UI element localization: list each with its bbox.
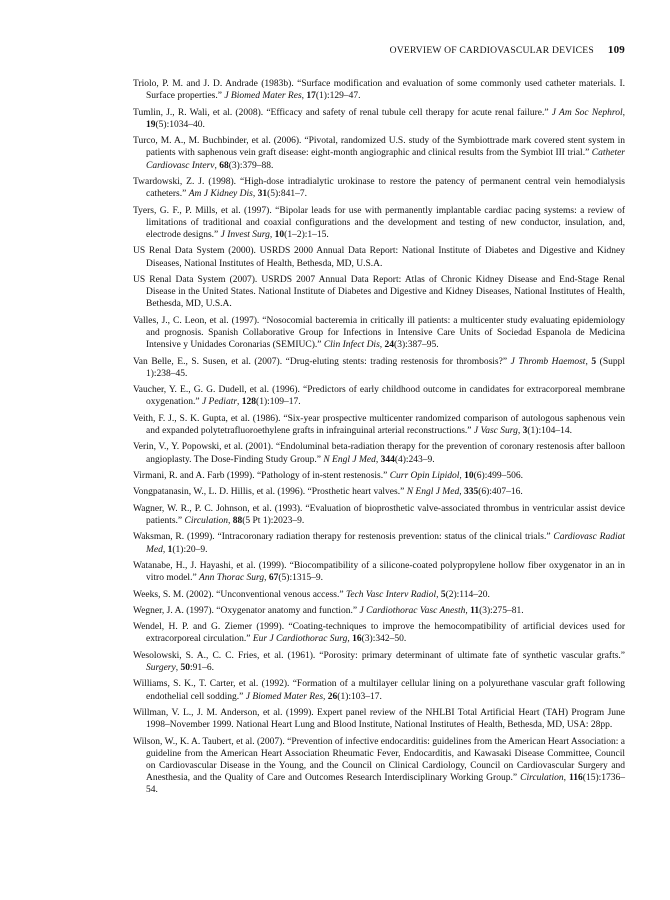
journal-title: J Cardiothorac Vasc Anesth (359, 605, 466, 616)
reference-text: Watanabe, H., J. Hayashi, et al. (1999). “Biocompatibility of a silicone-coated polypropylene hollow fiber oxygenator in an in vitro model.” (133, 560, 625, 584)
reference-separator: , (162, 544, 168, 555)
reference-entry (133, 531, 625, 555)
reference-pages: (1):104–14. (527, 425, 572, 436)
reference-separator: , (379, 340, 385, 351)
journal-volume: 1 (167, 544, 173, 555)
reference-text: Veith, F. J., S. K. Gupta, et al. (1986). “Six-year prospective multicenter randomized comparison of autologous saphenous vein and expanded polytetrafluoroethylene grafts in infrainguinal arterial reconstructions.” (133, 413, 625, 436)
reference-text: Verin, V., Y. Popowski, et al. (2001). “Endoluminal beta-radiation therapy for the prevention of coronary restenosis after balloon angioplasty. The Dose-Finding Study Group.” (133, 442, 625, 465)
journal-volume: 10 (274, 229, 285, 240)
reference-pages: (4):243–9. (394, 454, 435, 465)
reference-pages: (1–2):1–15. (284, 229, 329, 240)
reference-text: Triolo, P. M. and J. D. Andrade (1983b). “Surface modification and evaluation of some commonly used catheter materials. I. Surface properties.” (133, 79, 625, 102)
reference-pages: (6):407–16. (478, 487, 523, 498)
reference-pages: (3):387–95. (394, 340, 439, 351)
reference-pages: (5 Pt 1):2023–9. (242, 515, 305, 526)
reference-pages: (5):1315–9. (278, 573, 323, 584)
journal-volume: 26 (327, 691, 338, 702)
reference-text: Williams, S. K., T. Carter, et al. (1992). “Formation of a multilayer cellular lining on a polyurethane vascular graft following endothelial cell sodding.” (133, 679, 625, 702)
reference-separator: , (465, 605, 471, 616)
reference-pages: (1):129–47. (315, 91, 361, 102)
reference-text: Vaucher, Y. E., G. G. Dudell, et al. (1996). “Predictors of early childhood outcome in candidates for extracorporeal membrane oxygenation.” (133, 385, 625, 408)
reference-pages: (1):109–17. (256, 397, 301, 408)
journal-volume: 50 (180, 663, 190, 674)
journal-title: Catheter Cardiovasc Interv (146, 148, 625, 171)
journal-volume: 67 (268, 573, 279, 584)
reference-text: Van Belle, E., S. Susen, et al. (2007). “Drug-eluting stents: trading restenosis for thrombosis?” (133, 356, 511, 367)
reference-pages: (Suppl 1):238–45. (146, 356, 625, 379)
reference-pages: (1):20–9. (172, 544, 208, 555)
reference-entry (133, 605, 625, 617)
journal-volume: 16 (352, 634, 362, 645)
journal-title: Am J Kidney Dis (188, 189, 253, 200)
journal-title: J Biomed Mater Res (245, 691, 324, 702)
reference-separator: , (436, 589, 441, 600)
journal-volume: 19 (146, 119, 156, 130)
reference-pages: (5):841–7. (267, 189, 307, 200)
journal-volume: 344 (380, 454, 395, 465)
journal-title: Circulation (184, 515, 228, 526)
reference-entry (133, 736, 625, 797)
journal-volume: 31 (257, 189, 268, 200)
reference-separator: , (227, 515, 233, 526)
reference-entry (133, 245, 625, 269)
journal-volume: 24 (384, 340, 395, 351)
reference-text: Twardowski, Z. J. (1998). “High-dose intradialytic urokinase to restore the patency of permanent central vein hemodialysis catheters.” (133, 176, 625, 200)
reference-separator: , (237, 397, 242, 408)
reference-separator: , (459, 470, 465, 481)
reference-text: Weeks, S. M. (2002). “Unconventional venous access.” (133, 589, 346, 600)
reference-pages: (15):1736–54. (146, 773, 625, 796)
reference-entry (133, 560, 625, 584)
reference-entry (133, 650, 625, 674)
journal-title: J Am Soc Nephrol (551, 107, 623, 118)
journal-title: Surgery (146, 663, 176, 674)
running-header (133, 44, 625, 56)
reference-text: Wagner, W. R., P. C. Johnson, et al. (1993). “Evaluation of bioprosthetic valve-associated thrombus in ventricular assist device patients.” (133, 503, 625, 526)
reference-pages: (3):275–81. (479, 605, 524, 616)
journal-title: Tech Vasc Interv Radiol (345, 589, 437, 600)
reference-pages: (5):1034–40. (155, 119, 205, 130)
reference-entry (133, 274, 625, 311)
journal-title: Cardiovasc Radiat Med (146, 532, 625, 555)
reference-text: Wegner, J. A. (1997). “Oxygenator anatomy and function.” (133, 605, 360, 616)
reference-text: Wendel, H. P. and G. Ziemer (1999). “Coating-techniques to improve the hemocompatibility of artificial devices used for extracorporeal circulation.” (133, 622, 625, 645)
reference-entry (133, 707, 625, 731)
reference-entry (133, 107, 625, 131)
journal-title: N Engl J Med (406, 487, 460, 498)
reference-entry (133, 315, 625, 352)
journal-title: J Thromb Haemost (510, 356, 586, 367)
reference-separator: , (323, 691, 328, 702)
reference-text: Turco, M. A., M. Buchbinder, et al. (2006). “Pivotal, randomized U.S. study of the Symbiottrade mark covered stent system in patients with saphenous vein graft disease: eight-month angiographic and clinical results from the Symbiot III trial.” (133, 136, 625, 159)
reference-entry (133, 384, 625, 408)
reference-separator: , (563, 773, 570, 784)
reference-text: US Renal Data System (2000). USRDS 2000 Annual Data Report: National Institute of Diabetes and Digestive and Kidney Diseases, National Institutes of Health, Bethesda, MD, U.S.A. (133, 246, 625, 269)
reference-entry (133, 470, 625, 482)
reference-text: Tumlin, J., R. Wali, et al. (2008). “Efficacy and safety of renal tubule cell therapy for acute renal failure.” (133, 107, 552, 118)
reference-pages: :91–6. (189, 663, 214, 674)
reference-text: Vongpatanasin, W., L. D. Hillis, et al. (1996). “Prosthetic heart valves.” (133, 487, 407, 498)
reference-text: Virmani, R. and A. Farb (1999). “Pathology of in-stent restenosis.” (133, 470, 390, 481)
reference-separator: , (301, 91, 307, 102)
journal-volume: 11 (470, 605, 480, 616)
reference-pages: (3):342–50. (361, 634, 407, 645)
reference-separator: , (585, 356, 592, 367)
journal-title: Circulation (520, 773, 564, 784)
reference-text: Willman, V. L., J. M. Anderson, et al. (1999). Expert panel review of the NHLBI Total Artificial Heart (TAH) Program June 1998–November 1999. National Heart Lung and Blood Institute, National Institutes of Health, Bethesda, MD, USA: 28pp. (133, 708, 625, 731)
journal-volume: 68 (219, 160, 229, 171)
reference-entry (133, 441, 625, 465)
reference-separator: , (252, 189, 258, 200)
reference-pages: (2):114–20. (445, 589, 490, 600)
reference-separator: , (517, 425, 523, 436)
reference-pages: (1):103–17. (337, 691, 382, 702)
reference-separator: , (622, 107, 625, 118)
journal-title: N Engl J Med (323, 454, 376, 465)
reference-separator: , (459, 487, 464, 498)
reference-pages: (3):379–88. (228, 160, 274, 171)
journal-volume: 335 (463, 487, 479, 498)
journal-volume: 10 (464, 470, 474, 481)
journal-title: J Pediatr (201, 397, 238, 408)
reference-pages: (6):499–506. (473, 470, 523, 481)
journal-title: J Biomed Mater Res (224, 91, 302, 102)
reference-entry (133, 503, 625, 527)
reference-text: Tyers, G. F., P. Mills, et al. (1997). “Bipolar leads for use with permanently implantable cardiac pacing systems: a review of limitations of traditional and coaxial configurations and the development and testing of new conductor, insulation, and, electrode designs.” (133, 205, 625, 240)
journal-volume: 5 (591, 356, 597, 367)
reference-separator: , (264, 573, 269, 584)
reference-entry (133, 205, 625, 242)
reference-entry (133, 589, 625, 601)
journal-title: J Invest Surg (220, 229, 270, 240)
reference-text: Wilson, W., K. A. Taubert, et al. (2007). “Prevention of infective endocarditis: guidelines from the American Heart Association: a guideline from the American Heart Association Rheumatic Fever, Endocarditis, and Kawasaki Disease Committee, Council on Cardiovascular Disease in the Young, and the Council on Clinical Cardiology, Council on Cardiovascular Surgery and Anesthesia, and the Quality of Care and Outcomes Research Interdisciplinary Working Group.” (133, 736, 625, 784)
reference-entry (133, 176, 625, 200)
reference-text: Valles, J., C. Leon, et al. (1997). “Nosocomial bacteremia in critically ill patients: a multicenter study evaluating epidemiology and prognosis. Spanish Collaborative Group for Infections in Intensive Care Units of Sociedad Espanola de Medicina Intensive y Unidades Coronarias (SEMIUC).” (133, 315, 625, 351)
journal-volume: 17 (306, 91, 316, 102)
journal-volume: 88 (232, 515, 243, 526)
reference-entry (133, 621, 625, 645)
reference-text: Waksman, R. (1999). “Intracoronary radiation therapy for restenosis prevention: status of the clinical trials.” (133, 532, 554, 543)
reference-entry (133, 413, 625, 437)
reference-entry (133, 486, 625, 498)
journal-title: Curr Opin Lipidol (389, 470, 460, 481)
journal-title: Clin Infect Dis (323, 340, 380, 351)
reference-entry (133, 678, 625, 702)
reference-entry (133, 356, 625, 380)
reference-entry (133, 135, 625, 172)
journal-title: Ann Thorac Surg (199, 573, 265, 584)
running-title: OVERVIEW OF CARDIOVASCULAR DEVICES (389, 45, 594, 56)
reference-separator: , (347, 634, 353, 645)
journal-volume: 128 (241, 397, 257, 408)
reference-text: US Renal Data System (2007). USRDS 2007 Annual Data Report: Atlas of Chronic Kidney Disease and End-Stage Renal Disease in the United States. National Institute of Diabetes and Digestive and Kidney Diseases, National Institutes of Health, Bethesda, MD, U.S.A. (133, 274, 625, 310)
reference-separator: , (375, 454, 381, 465)
reference-entry (133, 78, 625, 102)
reference-separator: , (175, 663, 181, 674)
journal-title: Eur J Cardiothorac Surg (252, 634, 348, 645)
reference-separator: , (214, 160, 220, 171)
reference-text: Wesolowski, S. A., C. C. Fries, et al. (1961). “Porosity: primary determinant of ultimate fate of synthetic vascular grafts.” (133, 650, 625, 661)
page-number: 109 (607, 44, 625, 56)
journal-volume: 3 (522, 425, 528, 436)
journal-volume: 5 (440, 589, 446, 600)
journal-title: J Vasc Surg (473, 425, 518, 436)
reference-separator: , (269, 229, 275, 240)
reference-list (133, 78, 625, 801)
journal-volume: 116 (569, 773, 583, 784)
